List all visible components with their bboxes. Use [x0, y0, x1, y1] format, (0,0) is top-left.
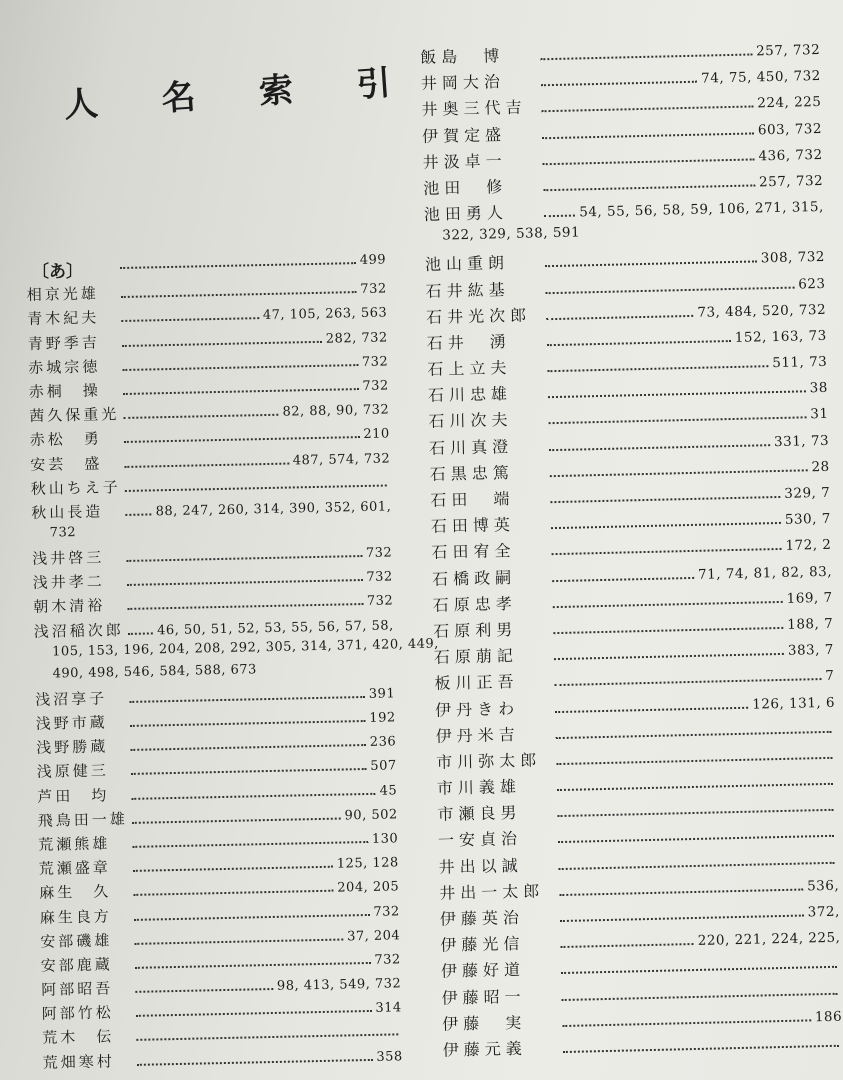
leader-dots [134, 912, 370, 920]
leader-dots [558, 834, 834, 843]
entry-pages: 46, 50, 51, 52, 53, 55, 56, 57, 58, [156, 618, 394, 638]
entry-name: 石井 湧 [426, 331, 511, 353]
leader-dots [549, 443, 770, 451]
leader-dots [546, 314, 693, 320]
entry-pages: 7 [825, 668, 835, 685]
leader-dots [541, 80, 697, 87]
entry-name [26, 269, 118, 271]
entry-pages: 732 [365, 545, 393, 562]
entry-pages: 71, 74, 81, 82, 83, [697, 563, 833, 583]
leader-dots [134, 937, 343, 944]
leader-dots [133, 865, 333, 872]
entry-name: 井出以誠 [438, 855, 523, 877]
entry-name: 安部磯雄 [40, 931, 113, 951]
entry-name: 石黒忠篤 [429, 462, 514, 484]
leader-dots [122, 339, 322, 346]
entry-pages: 511, 73 [772, 353, 828, 372]
entry-name: 石川真澄 [428, 436, 514, 458]
leader-dots [556, 756, 832, 765]
leader-dots [128, 631, 153, 635]
entry-name: 飯島 博 [420, 46, 505, 67]
entry-pages: 47, 105, 263, 563 [262, 305, 388, 324]
leader-dots [132, 840, 368, 848]
entry-name: 市川弥太郎 [436, 750, 542, 772]
entry-pages: 308, 732 [760, 249, 826, 267]
leader-dots [557, 782, 833, 791]
leader-dots [126, 554, 362, 562]
leader-dots [545, 260, 757, 268]
entry-pages: 188, 7 [787, 615, 834, 633]
leader-dots [125, 483, 387, 491]
entry-pages: 391 [368, 686, 396, 702]
leader-dots [553, 626, 783, 634]
entry-name: 市川義雄 [436, 776, 522, 798]
leader-dots [129, 695, 365, 703]
entry-name: 石田宥全 [431, 541, 516, 563]
entry-name: 石橋政嗣 [431, 567, 517, 589]
leader-dots [125, 512, 151, 516]
entry-pages: 45 [379, 782, 398, 799]
leader-dots [562, 1018, 811, 1027]
entry-pages: 38 [809, 380, 829, 397]
leader-dots [124, 435, 360, 443]
entry-name: 井汲卓一 [422, 150, 507, 172]
entry-pages: 169, 7 [786, 589, 833, 607]
entry-name: 板川正吾 [434, 672, 519, 694]
entry-pages: 499 [359, 252, 387, 269]
leader-dots [131, 791, 375, 799]
entry-name: 池田 修 [423, 176, 508, 198]
entry-pages: 37, 204 [346, 928, 401, 945]
entry-pages: 192 [369, 710, 396, 726]
leader-dots [554, 652, 784, 660]
entry-pages: 536, [806, 877, 840, 895]
entry-name: 芦田 均 [37, 785, 110, 806]
leader-dots [553, 600, 783, 608]
entry-pages: 623 [798, 275, 826, 292]
entry-pages: 31 [810, 406, 829, 423]
entry-name: 麻生 久 [39, 882, 112, 903]
entry-name: 秋山長造 [31, 502, 104, 522]
entry-name: 石上立夫 [427, 358, 512, 379]
entry-pages: 130 [371, 831, 399, 847]
leader-dots [127, 602, 363, 610]
entry-pages: 436, 732 [758, 146, 823, 165]
leader-dots [549, 416, 807, 425]
leader-dots [547, 364, 768, 372]
entry-pages: 329, 7 [784, 484, 831, 502]
entry-pages: 204, 205 [337, 879, 400, 896]
entry-pages: 125, 128 [336, 855, 399, 872]
entry-name: 浅井孝二 [32, 572, 105, 593]
leader-dots [555, 677, 822, 686]
entry-name: 赤城宗徳 [28, 357, 101, 377]
entry-pages: 732 [362, 378, 389, 394]
leader-dots [133, 889, 333, 896]
leader-dots [543, 183, 755, 191]
entry-pages: 90, 502 [344, 807, 398, 824]
entry-pages: 74, 75, 450, 732 [701, 68, 821, 87]
entry-pages: 73, 484, 520, 732 [697, 301, 827, 321]
entry-pages: 257, 732 [755, 41, 821, 60]
leader-dots [542, 131, 754, 139]
entry-name: 荒瀬熊雄 [38, 834, 111, 854]
leader-dots [120, 261, 356, 269]
entry-name: 伊藤光信 [440, 934, 525, 955]
leader-dots [122, 363, 358, 371]
page-title: 人 名 索 引 [62, 61, 419, 126]
entry-name: 市瀬良男 [437, 803, 522, 825]
leader-dots [552, 575, 694, 581]
entry-name: 石原忠孝 [432, 593, 517, 615]
entry-pages: 88, 247, 260, 314, 390, 352, 601, [155, 499, 392, 520]
leader-dots [130, 743, 366, 751]
leader-dots [547, 339, 731, 346]
entry-name: 阿部昭吾 [41, 979, 114, 999]
leader-dots [137, 1058, 373, 1066]
entry-pages: 372, [807, 903, 840, 921]
leader-dots [563, 1044, 839, 1053]
leader-dots [130, 719, 366, 727]
leader-dots [127, 578, 363, 586]
entry-pages: 314 [375, 1000, 402, 1017]
leader-dots [546, 285, 795, 294]
leader-dots [121, 290, 357, 298]
section-heading: 〔あ〕 [32, 262, 83, 282]
entry-pages: 530, 7 [784, 510, 832, 529]
entry-name: 伊藤昭一 [441, 986, 526, 1008]
leader-dots [559, 887, 803, 896]
entry-name: 浅原健三 [36, 761, 109, 782]
entry-pages: 186 [814, 1008, 843, 1026]
entry-name: 石原萠記 [433, 646, 519, 667]
entry-pages: 732 [366, 593, 394, 610]
entry-name: 池田勇人 [423, 203, 509, 225]
entry-name: 伊藤元義 [442, 1038, 528, 1060]
entry-pages-continued: 490, 498, 546, 584, 588, 673 [52, 662, 257, 682]
leader-dots [135, 961, 371, 969]
entry-name: 秋山ちえ子 [30, 477, 121, 498]
entry-name: 石田 端 [430, 488, 515, 510]
entry-name: 井出一太郎 [439, 881, 545, 903]
leader-dots [555, 705, 748, 712]
entry-name: 飛鳥田一雄 [37, 809, 128, 830]
entry-name: 荒畑寒村 [42, 1051, 115, 1072]
entry-name: 安芸 盛 [30, 453, 103, 474]
entry-name: 伊藤好道 [440, 960, 526, 982]
leader-dots [548, 390, 806, 399]
entry-name: 青野季吉 [27, 333, 100, 353]
leader-dots [561, 965, 837, 974]
leader-dots [559, 860, 835, 869]
entry-pages: 152, 163, 73 [734, 327, 827, 346]
leader-dots [560, 942, 693, 948]
leader-dots [551, 521, 781, 529]
entry-pages: 383, 7 [787, 641, 835, 659]
entry-name: 浅井啓三 [32, 548, 105, 568]
entry-pages: 732 [373, 903, 400, 920]
entry-name: 浅野勝蔵 [36, 737, 109, 758]
left-column [26, 252, 440, 1075]
entry-name: 安部鹿蔵 [40, 955, 113, 975]
entry-name: 伊藤 実 [442, 1012, 527, 1034]
entry-pages: 732 [361, 354, 389, 370]
entry-name: 荒瀬盛章 [38, 858, 111, 878]
leader-dots [544, 214, 575, 218]
entry-pages: 236 [369, 734, 397, 751]
entry-name: 石川忠雄 [427, 384, 513, 406]
leader-dots [135, 987, 273, 993]
entry-pages: 54, 55, 56, 58, 59, 106, 271, 315, [579, 199, 824, 221]
entry-name: 井奥三代吉 [421, 97, 527, 120]
entry-name: 麻生良方 [39, 906, 112, 927]
entry-name: 伊丹きわ [434, 698, 520, 720]
entry-name: 相京光雄 [26, 284, 99, 305]
leader-dots [556, 730, 832, 739]
entry-name: 石原利男 [433, 619, 518, 641]
right-column [420, 36, 843, 1064]
entry-pages: 331, 73 [773, 432, 830, 450]
entry-pages: 98, 413, 549, 732 [276, 976, 402, 994]
entry-name: 朝木清裕 [33, 596, 106, 617]
entry-name: 浅沼享子 [35, 689, 108, 709]
entry-name: 石田博英 [430, 515, 516, 537]
entry-name: 荒木 伝 [42, 1027, 115, 1048]
entry-pages: 358 [376, 1048, 403, 1065]
leader-dots [131, 767, 367, 775]
entry-pages: 224, 225 [757, 94, 822, 112]
entry-pages-continued: 322, 329, 538, 591 [442, 224, 581, 244]
entry-name: 浅沼稲次郎 [33, 620, 124, 641]
entry-name: 伊賀定盛 [421, 124, 507, 146]
leader-dots [540, 52, 752, 60]
leader-dots [562, 991, 838, 1000]
leader-dots [557, 808, 833, 817]
entry-pages: 507 [370, 758, 397, 775]
leader-dots [550, 495, 780, 503]
entry-pages: 172, 2 [785, 537, 832, 555]
leader-dots [121, 317, 259, 323]
leader-dots [136, 1009, 372, 1017]
leader-dots [123, 413, 278, 419]
entry-pages: 126, 131, 6 [752, 694, 836, 713]
leader-dots [123, 387, 359, 395]
leader-dots [560, 914, 804, 923]
entry-pages: 82, 88, 90, 732 [282, 402, 390, 420]
entry-pages: 487, 574, 732 [292, 450, 391, 468]
leader-dots [132, 816, 341, 823]
entry-name: 井岡大治 [420, 72, 506, 94]
entry-pages: 732 [366, 569, 393, 586]
entry-name: 浅野市蔵 [35, 713, 108, 733]
entry-pages: 210 [363, 426, 390, 443]
entry-pages: 257, 732 [758, 172, 824, 191]
entry-name: 青木紀夫 [27, 308, 100, 329]
entry-name: 阿部竹松 [41, 1003, 114, 1024]
leader-dots [124, 461, 289, 467]
leader-dots [552, 547, 782, 555]
entry-name: 茜久保重光 [29, 405, 120, 426]
entry-name: 伊藤英治 [439, 907, 525, 929]
entry-pages: 282, 732 [325, 330, 388, 347]
entry-name: 伊丹米吉 [435, 724, 520, 746]
entry-name: 赤桐 操 [28, 381, 101, 401]
entry-name: 石井光次郎 [425, 305, 532, 327]
entry-pages: 732 [360, 281, 387, 298]
entry-pages: 732 [374, 952, 401, 968]
entry-pages: 28 [811, 458, 830, 476]
entry-name: 石井紘基 [425, 279, 510, 301]
leader-dots [541, 105, 753, 113]
leader-dots [543, 157, 755, 165]
leader-dots [136, 1033, 398, 1041]
entry-pages-continued: 732 [49, 525, 77, 541]
entry-pages: 603, 732 [757, 120, 823, 138]
entry-pages-continued: 105, 153, 196, 204, 208, 292, 305, 314, 371, 420, 449, [52, 636, 440, 660]
entry-name: 赤松 勇 [29, 429, 102, 450]
entry-pages: 220, 221, 224, 225, [697, 929, 841, 950]
entry-name: 石川次夫 [428, 410, 513, 432]
entry-name: 池山重朗 [424, 253, 510, 275]
entry-name: 一安貞治 [437, 829, 523, 851]
leader-dots [550, 468, 808, 477]
